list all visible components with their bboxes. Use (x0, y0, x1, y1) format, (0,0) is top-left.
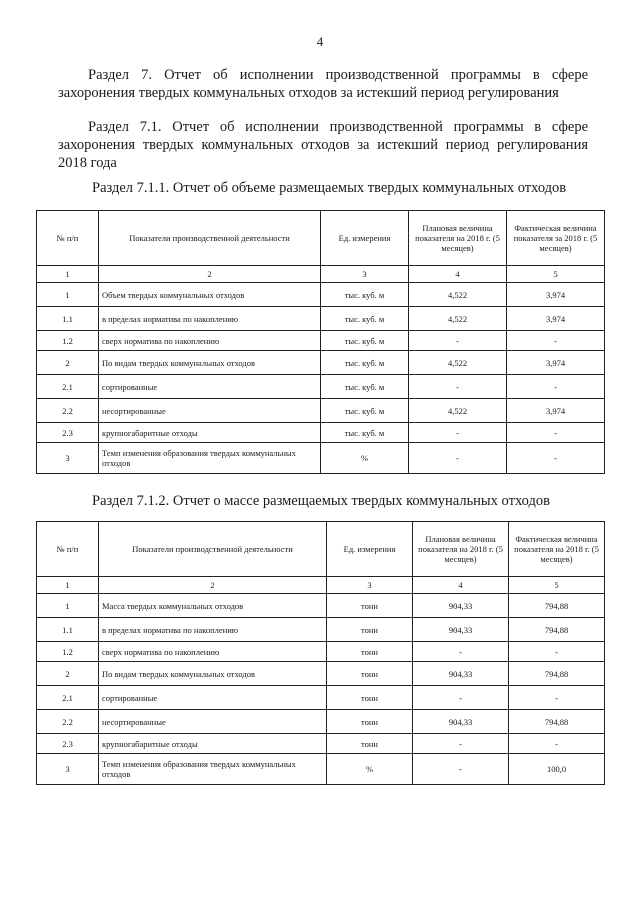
volume-table (36, 210, 605, 474)
table-cell: 2 (37, 351, 99, 375)
column-number: 4 (409, 266, 507, 283)
table-cell: 4,522 (409, 307, 507, 331)
table-cell: тыс. куб. м (321, 331, 409, 351)
table-cell: Масса твердых коммунальных отходов (99, 594, 327, 618)
table-cell: 3,974 (507, 283, 605, 307)
table-header-row (37, 211, 605, 266)
table-cell: 2.2 (37, 710, 99, 734)
table-cell: тонн (327, 734, 413, 754)
table-cell: Темп изменения образования твердых коммунальных отходов (99, 754, 327, 785)
table-cell: 4,522 (409, 399, 507, 423)
table-cell: несортированные (99, 710, 327, 734)
table-row (37, 331, 605, 351)
table-cell: - (507, 443, 605, 474)
table-cell: 794,88 (509, 594, 605, 618)
table-cell: 2.1 (37, 375, 99, 399)
table-row (37, 307, 605, 331)
table-cell: 4,522 (409, 351, 507, 375)
table-cell: сверх норматива по накоплению (99, 331, 321, 351)
table-cell: - (409, 443, 507, 474)
table-cell: 904,33 (413, 594, 509, 618)
table-cell: тонн (327, 662, 413, 686)
table-cell: 1.1 (37, 618, 99, 642)
table-row (37, 351, 605, 375)
table-cell: 2.3 (37, 423, 99, 443)
table-cell: тонн (327, 642, 413, 662)
table-row (37, 686, 605, 710)
table-cell: - (413, 686, 509, 710)
table-cell: 3,974 (507, 351, 605, 375)
table-cell: 904,33 (413, 662, 509, 686)
table-row (37, 283, 605, 307)
table-row (37, 443, 605, 474)
table-row (37, 754, 605, 785)
column-header: Плановая величина показателя на 2018 г. (5 месяцев) (409, 211, 507, 266)
table-row (37, 375, 605, 399)
table-cell: - (413, 754, 509, 785)
table-cell: в пределах норматива по накоплению (99, 618, 327, 642)
table-cell: в пределах норматива по накоплению (99, 307, 321, 331)
column-number: 2 (99, 577, 327, 594)
column-number: 5 (507, 266, 605, 283)
table-cell: тонн (327, 710, 413, 734)
table-cell: По видам твердых коммунальных отходов (99, 662, 327, 686)
table-row (37, 642, 605, 662)
table-cell: - (507, 331, 605, 351)
table-cell: тыс. куб. м (321, 375, 409, 399)
table-cell: - (409, 375, 507, 399)
table-cell: - (409, 423, 507, 443)
table-cell: тыс. куб. м (321, 307, 409, 331)
table-cell: несортированные (99, 399, 321, 423)
table-cell: тонн (327, 594, 413, 618)
column-number: 1 (37, 577, 99, 594)
table-cell: тыс. куб. м (321, 283, 409, 307)
table-cell: тонн (327, 686, 413, 710)
table-cell: 1.2 (37, 642, 99, 662)
table-cell: 794,88 (509, 710, 605, 734)
table-cell: - (507, 423, 605, 443)
table-cell: 904,33 (413, 618, 509, 642)
table-cell: 2 (37, 662, 99, 686)
table-cell: 794,88 (509, 618, 605, 642)
table-cell: 1 (37, 594, 99, 618)
column-header: Фактическая величина показателя на 2018 г. (5 месяцев) (509, 522, 605, 577)
table-cell: 2.3 (37, 734, 99, 754)
table-cell: - (409, 331, 507, 351)
table-cell: - (507, 375, 605, 399)
column-number: 5 (509, 577, 605, 594)
table-cell: 2.1 (37, 686, 99, 710)
table-cell: тонн (327, 618, 413, 642)
table-row (37, 662, 605, 686)
table-row (37, 594, 605, 618)
table-cell: сортированные (99, 686, 327, 710)
table-cell: 1.1 (37, 307, 99, 331)
table-cell: - (413, 642, 509, 662)
table-cell: крупногабаритные отходы (99, 734, 327, 754)
table-cell: 2.2 (37, 399, 99, 423)
column-number: 1 (37, 266, 99, 283)
table-cell: 904,33 (413, 710, 509, 734)
table-cell: - (509, 642, 605, 662)
table-row (37, 399, 605, 423)
page-number: 4 (316, 34, 324, 49)
table-cell: 4,522 (409, 283, 507, 307)
section-7-1-1-title: Раздел 7.1.1. Отчет об объеме размещаемых твердых коммунальных отходов (92, 180, 567, 196)
column-number-row (37, 577, 605, 594)
column-number-row (37, 266, 605, 283)
table-cell: тыс. куб. м (321, 351, 409, 375)
table-cell: 3,974 (507, 307, 605, 331)
table-cell: крупногабаритные отходы (99, 423, 321, 443)
section-7-heading: Раздел 7. Отчет об исполнении производственной программы в сфере захоронения твердых коммунальных отходов за истекший период регулирования (58, 67, 588, 101)
table-cell: - (509, 686, 605, 710)
table-cell: сортированные (99, 375, 321, 399)
table-cell: - (509, 734, 605, 754)
table-cell: 1 (37, 283, 99, 307)
table-cell: По видам твердых коммунальных отходов (99, 351, 321, 375)
table-cell: тыс. куб. м (321, 399, 409, 423)
column-header: Показатели производственной деятельности (99, 522, 327, 577)
table-row (37, 423, 605, 443)
section-7-1-heading: Раздел 7.1. Отчет об исполнении производственной программы в сфере захоронения твердых коммунальных отходов за истекший период регулирования 2018 года (58, 119, 588, 171)
table-cell: 3 (37, 443, 99, 474)
table-header-row (37, 522, 605, 577)
section-7-1-2-title: Раздел 7.1.2. Отчет о массе размещаемых твердых коммунальных отходов (92, 493, 550, 509)
table-cell: 794,88 (509, 662, 605, 686)
column-number: 4 (413, 577, 509, 594)
mass-table (36, 521, 605, 785)
table-row (37, 618, 605, 642)
table-cell: 100,0 (509, 754, 605, 785)
table-cell: тыс. куб. м (321, 423, 409, 443)
column-number: 2 (99, 266, 321, 283)
table-cell: % (327, 754, 413, 785)
table-cell: Темп изменения образования твердых коммунальных отходов (99, 443, 321, 474)
column-header: Плановая величина показателя на 2018 г. (5 месяцев) (413, 522, 509, 577)
column-number: 3 (321, 266, 409, 283)
column-header: Ед. измерения (321, 211, 409, 266)
column-header: Фактическая величина показателя за 2018 г. (5 месяцев) (507, 211, 605, 266)
table-row (37, 710, 605, 734)
table-cell: Объем твердых коммунальных отходов (99, 283, 321, 307)
table-cell: 3 (37, 754, 99, 785)
table-cell: % (321, 443, 409, 474)
table-cell: 3,974 (507, 399, 605, 423)
table-cell: сверх норматива по накоплению (99, 642, 327, 662)
column-header: Показатели производственной деятельности (99, 211, 321, 266)
column-header: № п/п (37, 211, 99, 266)
column-number: 3 (327, 577, 413, 594)
table-cell: 1.2 (37, 331, 99, 351)
table-cell: - (413, 734, 509, 754)
column-header: Ед. измерения (327, 522, 413, 577)
column-header: № п/п (37, 522, 99, 577)
table-row (37, 734, 605, 754)
